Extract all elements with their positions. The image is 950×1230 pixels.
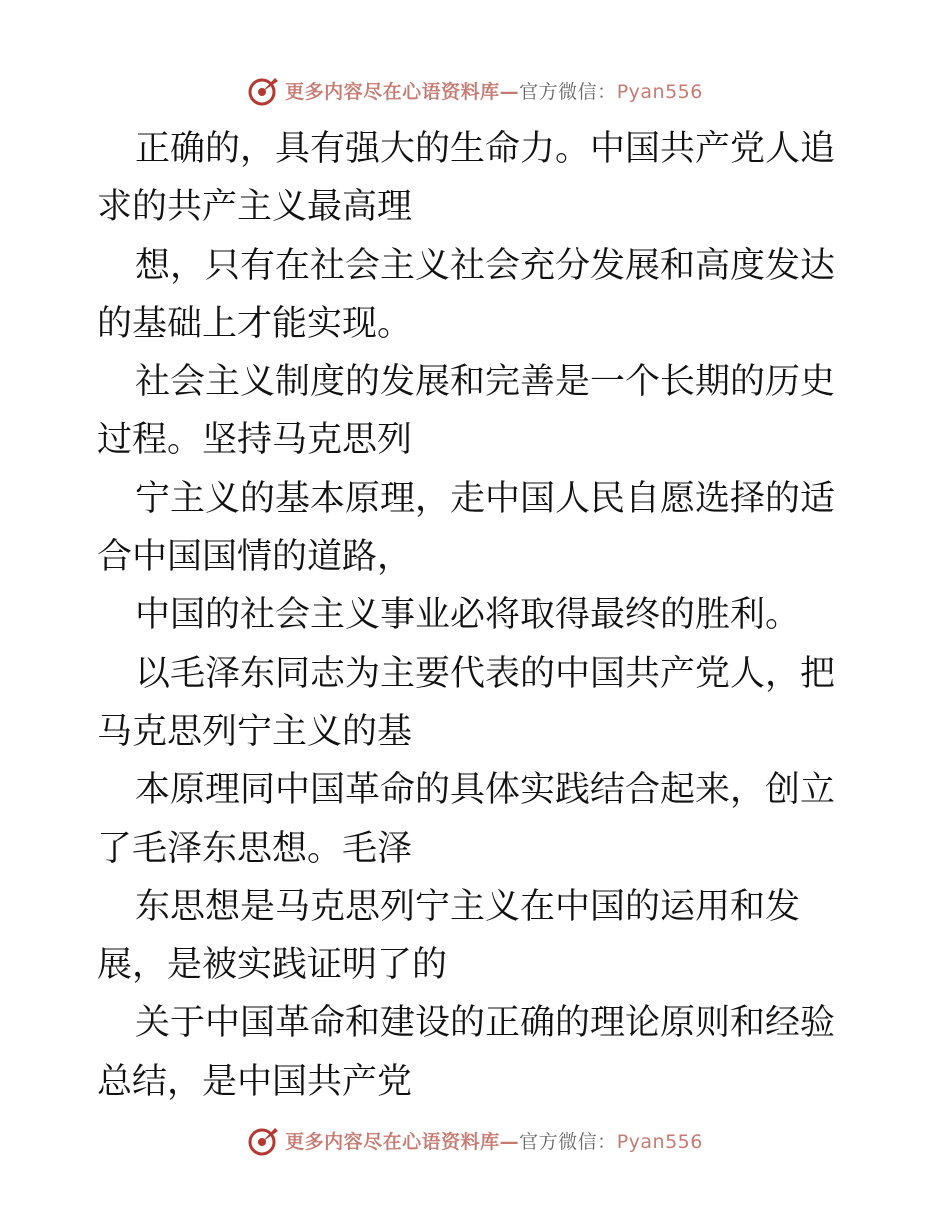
paragraph-7: 本原理同中国革命的具体实践结合起来，创立了毛泽东思想。毛泽 [97,770,836,869]
paragraph-5: 中国的社会主义事业必将取得最终的胜利。 [135,595,801,636]
header-separator: — [499,80,520,103]
header-wechat-label: 官方微信： [519,80,617,103]
header-brand-text: 更多内容尽在心语资料库 [285,80,500,103]
paragraph-4: 宁主义的基本原理，走中国人民自愿选择的适合中国国情的道路， [97,478,836,578]
paragraph-1: 正确的，具有强大的生命力。中国共产党人追求的共产主义最高理 [97,129,836,228]
header-wechat-id: Pyan556 [616,80,703,103]
footer-watermark [0,1120,950,1160]
paragraph-2: 想，只有在社会主义社会充分发展和高度发达的基础上才能实现。 [97,245,836,344]
quill-logo-icon [247,1123,281,1157]
paragraph-6: 以毛泽东同志为主要代表的中国共产党人，把马克思列宁主义的基 [97,653,836,752]
footer-brand-text: 更多内容尽在心语资料库 [285,1130,500,1153]
footer-wechat-id: Pyan556 [616,1130,703,1153]
footer-separator: — [499,1130,520,1153]
paragraph-8: 东思想是马克思列宁主义在中国的运用和发展，是被实践证明了的 [97,886,801,986]
footer-wechat-label: 官方微信： [519,1130,617,1153]
quill-logo-icon [247,73,281,107]
paragraph-3: 社会主义制度的发展和完善是一个长期的历史过程。坚持马克思列 [97,362,836,461]
paragraph-9: 关于中国革命和建设的正确的理论原则和经验总结，是中国共产党 [97,1003,836,1102]
header-watermark [0,70,950,110]
document-body [97,120,857,1111]
